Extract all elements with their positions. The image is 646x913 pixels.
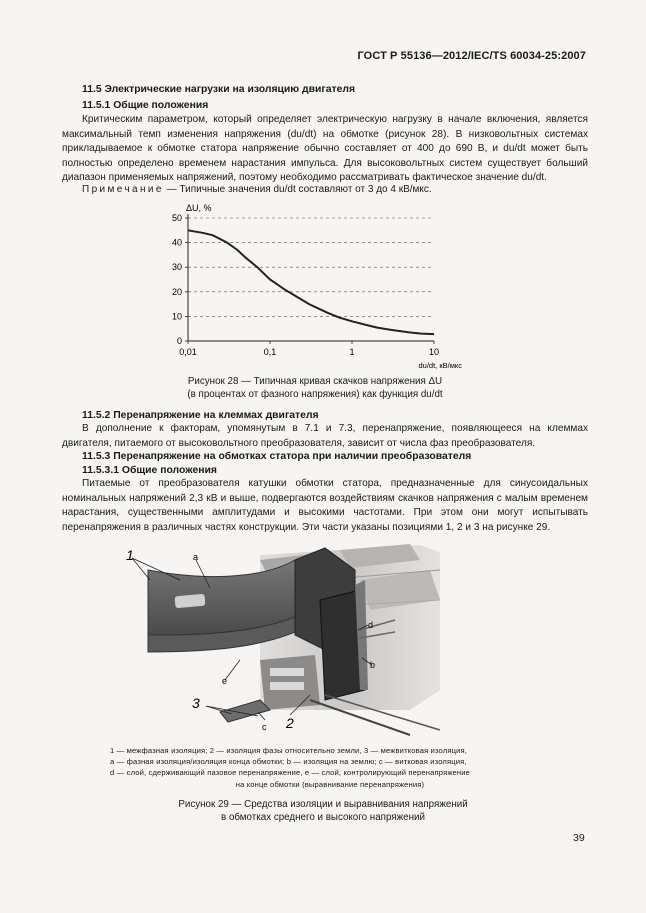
label-3: 3 bbox=[192, 695, 200, 711]
label-a: a bbox=[193, 552, 199, 562]
figure-28-caption-line1: Рисунок 28 — Типичная кривая скачков напряжения ΔU bbox=[187, 376, 443, 387]
figure-28-caption-line2: (в процентах от фазного напряжения) как функция du/dt bbox=[187, 389, 443, 400]
x-tick-label: 10 bbox=[428, 347, 440, 357]
figure-28-caption bbox=[150, 375, 480, 401]
figure-28-chart bbox=[150, 196, 470, 372]
page-number: 39 bbox=[573, 832, 585, 844]
label-b: b bbox=[370, 660, 376, 670]
figure-29-caption bbox=[150, 798, 496, 824]
chart-ylabel: ΔU, % bbox=[186, 203, 212, 213]
paragraph-11-5-1 bbox=[62, 113, 588, 186]
y-tick-label: 50 bbox=[171, 213, 182, 223]
paragraph-11-5-2 bbox=[62, 422, 588, 451]
chart-grid bbox=[188, 218, 434, 316]
x-tick-label: 0,1 bbox=[263, 347, 277, 357]
section-title-11-5: 11.5 Электрические нагрузки на изоляцию двигателя bbox=[82, 84, 356, 95]
section-title-11-5-1: 11.5.1 Общие положения bbox=[82, 100, 209, 111]
y-tick-label: 10 bbox=[171, 311, 182, 322]
y-tick-label: 30 bbox=[171, 262, 182, 273]
label-1: 1 bbox=[126, 547, 134, 563]
chart-xlabel: du/dt, кВ/мкс bbox=[418, 361, 462, 370]
note-text: — Типичные значения du/dt составляют от 3 до 4 кВ/мкс. bbox=[163, 184, 432, 195]
legend-line: на конце обмотки (выравнивание перенапряжения) bbox=[235, 779, 425, 789]
y-tick-label: 0 bbox=[176, 336, 182, 346]
paragraph-text: Критическим параметром, который определяет электрическую нагрузку в начале включения, является максимальный темп изменения напряжения (du/dt) на обмотке (рисунок 28). В низковольтных системах прикладываемое к обмотке статора напряжение обычно составляет от 400 до 690 В, и du/dt может быть полностью определено временем нарастания импульса. Для высоковольтных систем существует больший диапазон применяемых напряжений, поэтому необходимо рассматривать фактическое значение du/dt. bbox=[62, 114, 588, 184]
section-title-11-5-3: 11.5.3 Перенапряжение на обмотках статора при наличии преобразователя bbox=[82, 451, 472, 462]
y-tick-label: 40 bbox=[171, 237, 182, 248]
note bbox=[82, 184, 432, 195]
paragraph-text: Питаемые от преобразователя катушки обмотки статора, предназначенные для синусоидальных номинальных напряжений 2,3 кВ и выше, подвергаются воздействиям скачков напряжения с малым временем нарастания, существенными амплитудами и высокими частотами. При этом они могут испытывать перенапряжения в различных частях конструкции. Эти части указаны позициями 1, 2 и 3 на рисунке 29. bbox=[62, 478, 588, 533]
document-header: ГОСТ Р 55136—2012/IEC/TS 60034-25:2007 bbox=[357, 50, 586, 62]
legend-line: 1 — межфазная изоляция; 2 — изоляция фазы относительно земли, 3 — межвитковая изоляция, bbox=[110, 746, 468, 755]
label-c: c bbox=[262, 722, 267, 732]
x-tick-label: 0,01 bbox=[179, 347, 197, 357]
figure-29-caption-line2: в обмотках среднего и высокого напряжений bbox=[221, 812, 425, 823]
figure-29-illustration bbox=[110, 540, 530, 740]
paragraph-11-5-3-1 bbox=[62, 477, 588, 535]
figure-29-caption-line1: Рисунок 29 — Средства изоляции и выравнивания напряжений bbox=[178, 799, 468, 810]
paragraph-text: В дополнение к факторам, упомянутым в 7.1 и 7.3, перенапряжение, появляющееся на клеммах двигателя, питаемого от высоковольтного преобразователя, зависит от числа фаз преобразователя. bbox=[62, 423, 588, 449]
chart-series-line bbox=[188, 230, 434, 334]
label-d: d bbox=[368, 620, 374, 630]
chart-axes bbox=[185, 214, 434, 344]
label-2: 2 bbox=[286, 715, 294, 731]
y-tick-label: 20 bbox=[171, 286, 182, 297]
section-title-11-5-3-1: 11.5.3.1 Общие положения bbox=[82, 465, 217, 476]
label-e: e bbox=[222, 676, 228, 686]
section-title-11-5-2: 11.5.2 Перенапряжение на клеммах двигателя bbox=[82, 410, 319, 421]
legend-line: a — фазная изоляция/изоляция конца обмотки; b — изоляция на землю; c — витковая изоляция, bbox=[110, 757, 467, 767]
legend-line: d — слой, сдерживающий пазовое перенапряжение, e — слой, контролирующий перенапряжение bbox=[110, 768, 471, 778]
note-label: Примечание bbox=[82, 184, 164, 195]
x-tick-label: 1 bbox=[349, 347, 355, 357]
figure-29-legend bbox=[88, 745, 572, 790]
